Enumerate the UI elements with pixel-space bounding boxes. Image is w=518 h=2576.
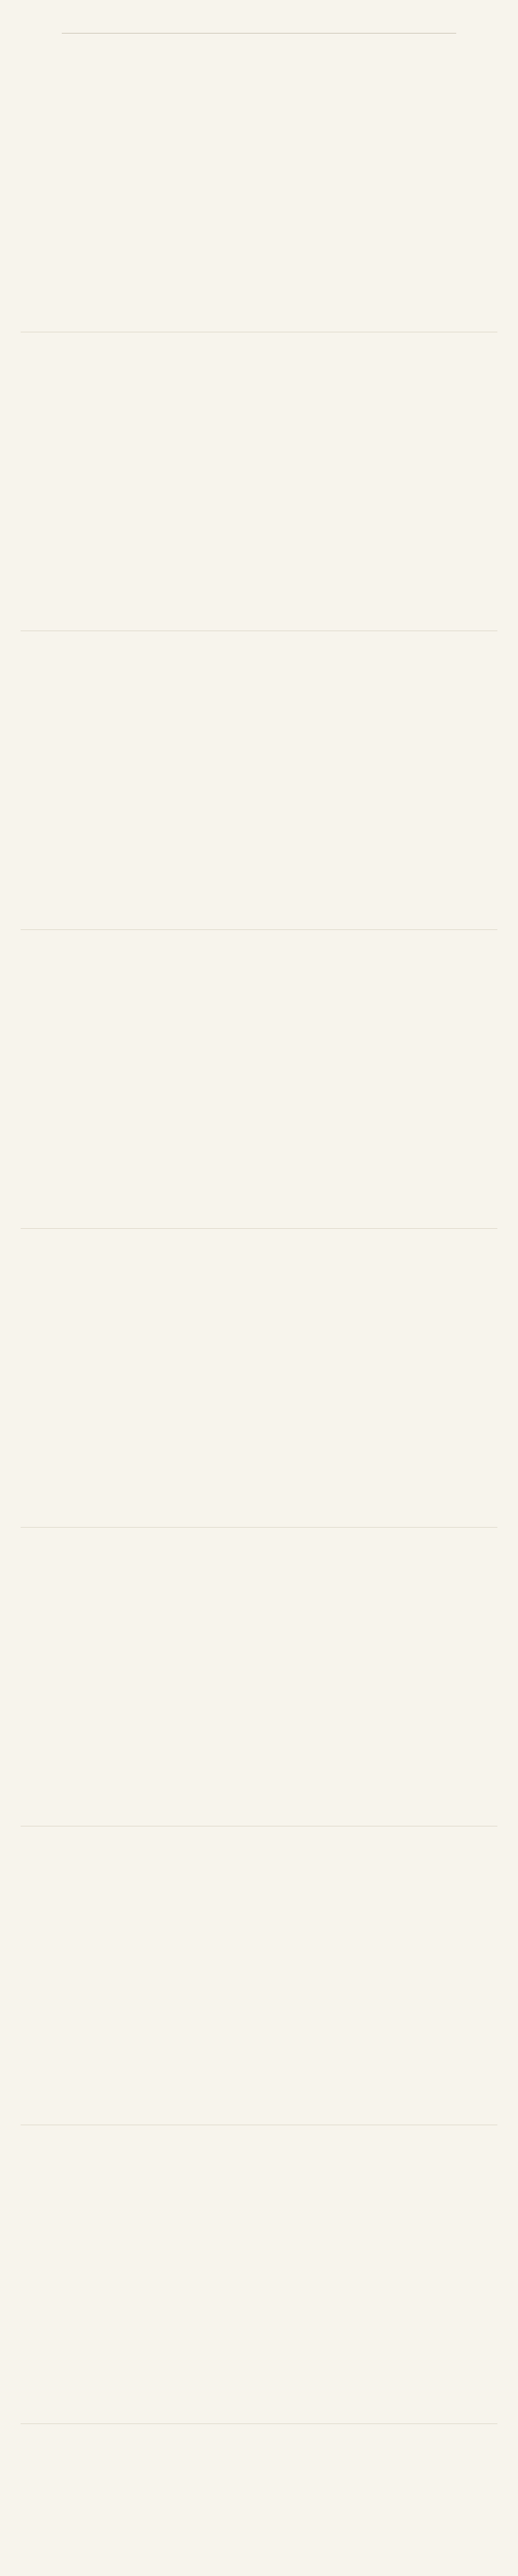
paragraph-block [21, 43, 497, 332]
paragraph-block [21, 2135, 497, 2424]
paragraph-block [21, 342, 497, 631]
paragraph-block [21, 1239, 497, 1528]
paragraph-block [21, 1836, 497, 2125]
paragraph-block [21, 940, 497, 1229]
paragraph-block [21, 641, 497, 930]
paragraph-block [21, 1537, 497, 1826]
article-heading [62, 10, 456, 33]
paragraph-block [21, 2434, 497, 2576]
